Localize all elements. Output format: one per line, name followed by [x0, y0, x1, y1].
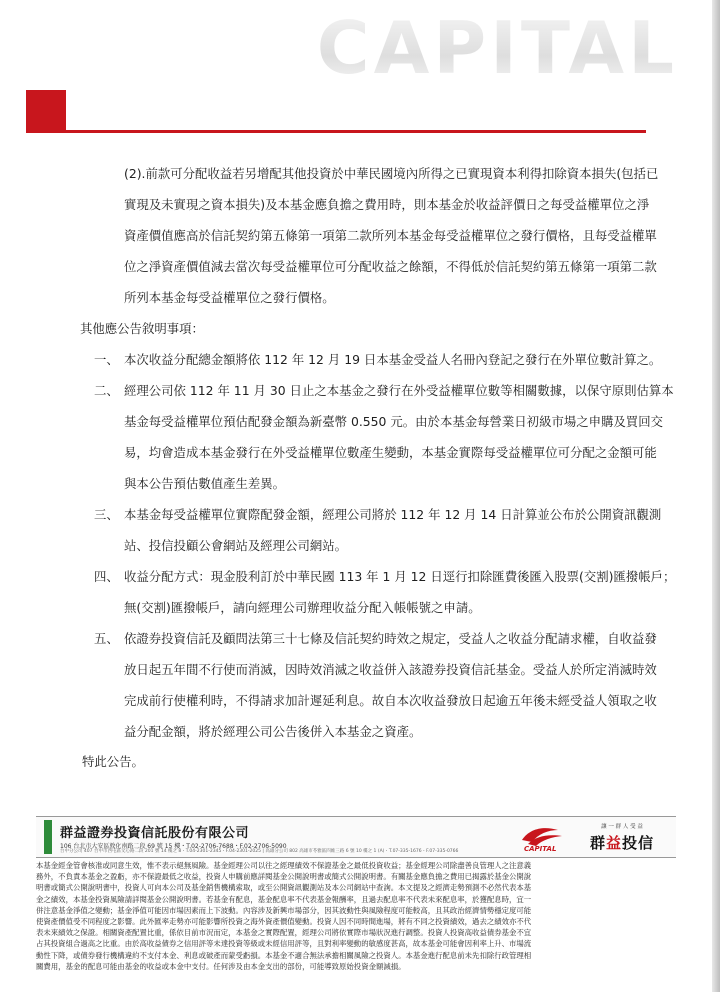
item-line: 無(交割)匯撥帳戶，請向經理公司辦理收益分配入帳帳號之申請。 — [124, 600, 481, 615]
body-line: 資產價值應高於信託契約第五條第一項第二款所列本基金每受益權單位之發行價格，且每受益權單 — [124, 228, 657, 243]
header-red-block — [26, 90, 66, 132]
brand-name-part: 群 — [589, 834, 606, 852]
company-address: 106 台北市大安區敦化南路二段 69 號 15 樓・T.02-2706-7688・F.02-2706-5090 — [60, 843, 287, 850]
item-number: 三、 — [94, 507, 119, 522]
item-line: 經理公司依 112 年 11 月 30 日止之本基金之發行在外受益權單位數等相關數據，以保守原則估算本 — [124, 383, 674, 398]
company-name: 群益證券投資信託股份有限公司 — [60, 826, 250, 841]
item-line: 基金每受益權單位預估配發金額為新臺幣 0.550 元。由於本基金每營業日初級市場之申購及買回交 — [124, 414, 663, 429]
disclaimer-line: 明書或簡式公開說明書中，投資人可向本公司及基金銷售機構索取，或至公開資訊觀測站及本公司網站中查詢。本文提及之經濟走勢預測不必然代表本基 — [36, 883, 532, 893]
disclaimer-line: 本基金經金管會核准或同意生效，惟不表示絕無風險。基金經理公司以往之經理績效不保證基金之最低投資收益；基金經理公司除盡善良管理人之注意義 — [36, 861, 532, 870]
capital-logo-text: CAPITAL — [524, 845, 557, 853]
disclaimer-line: 併注意基金淨值之變動；基金淨值可能因市場因素而上下波動。內容涉及新興市場部分，因其波動性與風險程度可能較高，且其政治經濟情勢穩定度可能 — [36, 905, 532, 915]
disclaimer-line: 使資產價值受不同程度之影響。此外匯率走勢亦可能影響所投資之海外資產價值變動。投資人因不同時間進場，將有不同之投資績效，過去之績效亦不代 — [36, 917, 532, 927]
disclaimer-line: 關費用，基金的配息可能由基金的收益或本金中支付。任何涉及由本金支出的部份，可能導致原始投資金額減損。 — [36, 961, 406, 971]
disclaimer-line: 務外，不負責本基金之盈虧，亦不保證最低之收益，投資人申購前應詳閱基金公開說明書或簡式公開說明書。有關基金應負擔之費用已揭露於基金公開說 — [36, 872, 532, 882]
body-line: 實現及未實現之資本損失)及本基金應負擔之費用時，則本基金於收益評價日之每受益權單位之淨 — [124, 197, 650, 212]
capital-watermark: CAPITAL — [316, 6, 678, 90]
footer-green-bar — [44, 820, 52, 854]
item-number: 五、 — [94, 631, 119, 646]
item-line: 收益分配方式：現金股利訂於中華民國 113 年 1 月 12 日逕行扣除匯費後匯入股票(交割)匯撥帳戶； — [124, 569, 676, 584]
item-line: 完成前行使權利時，不得請求加計遲延利息。故自本次收益發放日起逾五年後未經受益人領取之收 — [124, 693, 657, 708]
item-line: 本基金每受益權單位實際配發金額，經理公司將於 112 年 12 月 14 日計算並公布於公開資訊觀測 — [124, 507, 662, 522]
brand-slogan: 讓 一 群 人 受 益 — [601, 824, 643, 830]
brand-name — [576, 832, 668, 853]
page-edge — [712, 0, 720, 992]
item-line: 放日起五年間不行使而消滅，因時效消滅之收益併入該證券投資信託基金。受益人於所定消滅時效 — [124, 662, 657, 677]
brand-name-part: 益 — [605, 834, 622, 852]
item-line: 站、投信投顧公會網站及經理公司網站。 — [124, 538, 348, 553]
item-line: 本次收益分配總金額將依 112 年 12 月 19 日本基金受益人名冊內登記之發行在外單位數計算之。 — [124, 352, 662, 367]
disclaimer-line: 表未來績效之保證。相關資產配置比重，係依目前市況而定，本基金之實際配置，經理公司將依實際市場狀況進行調整。投資人投資高收益債券基金不宜 — [36, 928, 532, 938]
item-line: 益分配金額，將於經理公司公告後併入本基金之資產。 — [124, 724, 422, 739]
item-number: 一、 — [94, 352, 119, 367]
body-line: 所列本基金每受益權單位之發行價格。 — [124, 290, 335, 305]
other-items-heading: 其他應公告敘明事項： — [80, 321, 204, 336]
header-red-rule — [26, 130, 646, 133]
body-line: (2).前款可分配收益若另增配其他投資於中華民國境內所得之已實現資本利得扣除資本損失(包括已 — [124, 166, 659, 181]
item-line: 依證券投資信託及顧問法第三十七條及信託契約時效之規定，受益人之收益分配請求權，自收益發 — [124, 631, 657, 646]
brand-name-part: 投信 — [622, 834, 655, 852]
item-line: 易，均會造成本基金發行在外受益權單位數產生變動，本基金實際每受益權單位可分配之金額可能 — [124, 445, 657, 460]
risk-disclaimer — [36, 860, 682, 972]
body-line: 位之淨資產價值減去當次每受益權單位可分配收益之餘額，不得低於信託契約第五條第一項第二款 — [124, 259, 657, 274]
disclaimer-line: 金之績效，本基金投資風險請詳閱基金公開說明書。若基金有配息，基金配息率不代表基金報酬率，且過去配息率不代表未來配息率，於獲配息時，宜一 — [36, 894, 532, 904]
disclaimer-line: 占其投資組合過高之比重。由於高收益債券之信用評等未達投資等級或未經信用評等，且對利率變動的敏感度甚高，故本基金可能會因利率上升、市場流 — [36, 939, 532, 949]
disclaimer-line: 動性下降，或債券發行機構違約不支付本金、利息或破產而蒙受虧損。本基金不適合無法承擔相關風險之投資人。本基金進行配息前未先扣除行政管理相 — [36, 950, 532, 960]
item-line: 與本公告預估數值產生差異。 — [124, 476, 286, 491]
item-number: 四、 — [94, 569, 119, 584]
branch-addresses: 台中分公司 407 台中市西屯區文心路二段 201 號 14 樓之 8・T.04-2301-2345・F.04-2301-2025 | 高雄分公司 802 高雄市苓雅區四維三路 6 號 10 樓之 1 (A)・T.07-335-1676・F.07-335-0766 — [60, 849, 459, 854]
item-number: 二、 — [94, 383, 119, 398]
closing-statement: 特此公告。 — [82, 754, 144, 769]
